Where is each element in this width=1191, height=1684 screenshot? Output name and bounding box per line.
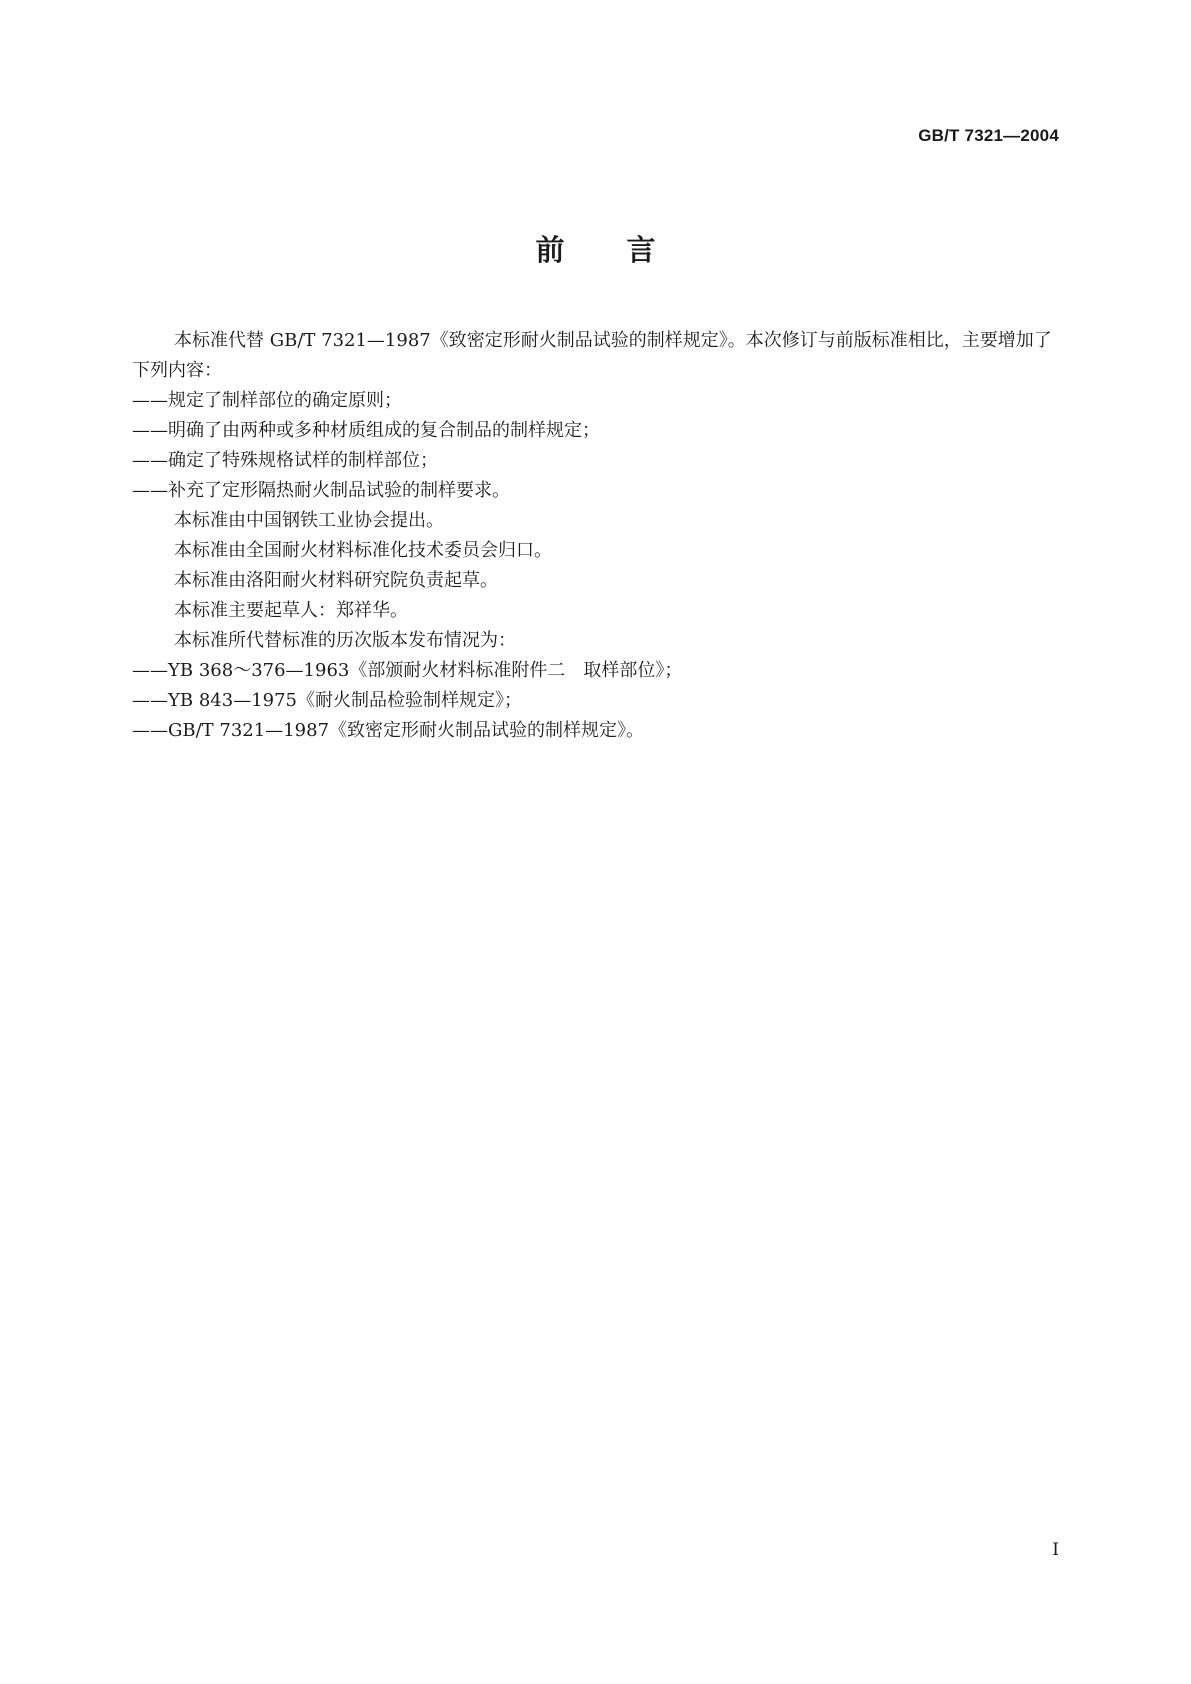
change-item: ——补充了定形隔热耐火制品试验的制样要求。 bbox=[132, 480, 510, 501]
page-title: 前言 bbox=[535, 233, 718, 267]
history-item: ——YB 368～376—1963《部颁耐火材料标准附件二 取样部位》； bbox=[132, 660, 683, 681]
history-item: ——GB/T 7321—1987《致密定形耐火制品试验的制样规定》。 bbox=[132, 720, 645, 741]
statement-drafter-person: 本标准主要起草人：郑祥华。 bbox=[174, 600, 408, 621]
change-item: ——规定了制样部位的确定原则； bbox=[132, 390, 402, 411]
history-item: ——YB 843—1975《耐火制品检验制样规定》； bbox=[132, 690, 522, 711]
page-number: I bbox=[1052, 1540, 1059, 1560]
statement-history-intro: 本标准所代替标准的历次版本发布情况为： bbox=[174, 630, 516, 651]
change-item: ——确定了特殊规格试样的制样部位； bbox=[132, 450, 438, 471]
change-item: ——明确了由两种或多种材质组成的复合制品的制样规定； bbox=[132, 420, 600, 441]
statement-committee: 本标准由全国耐火材料标准化技术委员会归口。 bbox=[174, 540, 552, 561]
intro-paragraph: 本标准代替 GB/T 7321—1987《致密定形耐火制品试验的制样规定》。本次修订与前版标准相比，主要增加了下列内容： bbox=[132, 330, 1052, 381]
foreword-body bbox=[132, 326, 1064, 746]
document-number: GB/T 7321—2004 bbox=[918, 126, 1059, 145]
statement-proposer: 本标准由中国钢铁工业协会提出。 bbox=[174, 510, 444, 531]
statement-drafter-org: 本标准由洛阳耐火材料研究院负责起草。 bbox=[174, 570, 498, 591]
